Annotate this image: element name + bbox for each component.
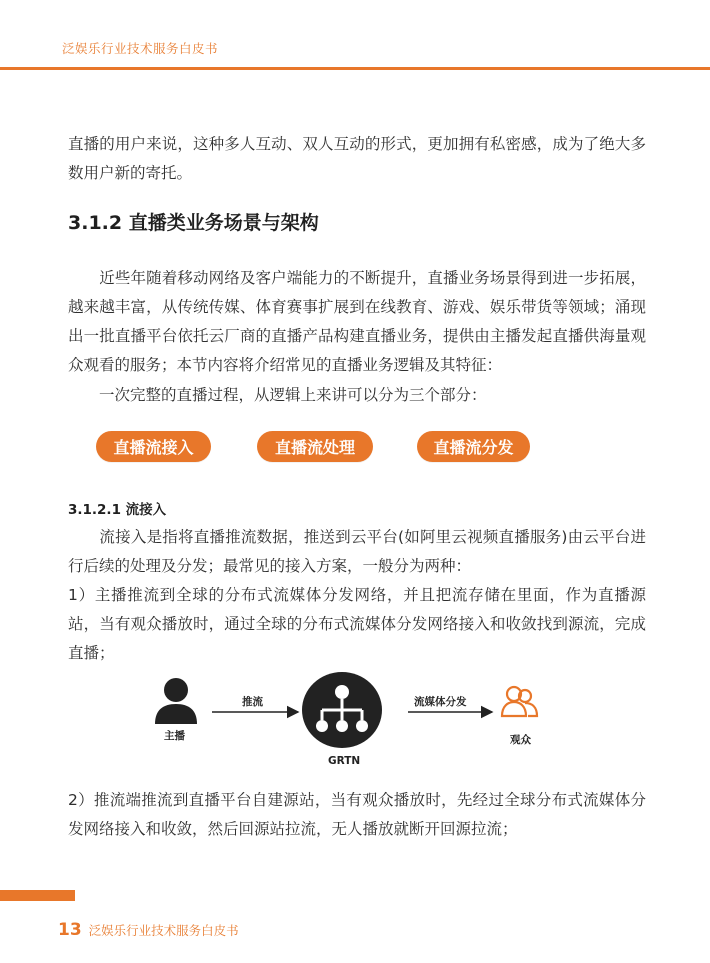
page-number: 13	[58, 920, 82, 940]
page-footer	[58, 920, 239, 940]
host-person-icon	[155, 678, 197, 724]
distribute-label: 流媒体分发	[414, 696, 467, 708]
subsection-heading: 3.1.2.1 流接入	[68, 502, 167, 518]
host-label: 主播	[164, 730, 185, 742]
footer-title: 泛娱乐行业技术服务白皮书	[88, 923, 239, 938]
footer-accent-bar	[0, 890, 75, 901]
part-pill-ingest: 直播流接入	[96, 431, 211, 462]
section-paragraph: 近些年随着移动网络及客户端能力的不断提升，直播业务场景得到进一步拓展，越来越丰富，从传统传媒、体育赛事扩展到在线教育、游戏、娱乐带货等领域；涌现出一批直播平台依托云厂商的直播产品构建直播业务，提供由主播发起直播供海量观众观看的服务；本节内容将介绍常见的直播业务逻辑及其特征：	[68, 269, 646, 374]
subsection-paragraph-2: 1）主播推流到全球的分布式流媒体分发网络，并且把流存储在里面，作为直播源站，当有观众播放时，通过全球的分布式流媒体分发网络接入和收敛找到源流，完成直播；	[68, 586, 646, 662]
section-heading: 3.1.2 直播类业务场景与架构	[68, 212, 319, 234]
subsection-paragraph-3: 2）推流端推流到直播平台自建源站，当有观众播放时，先经过全球分布式流媒体分发网络接入和收敛，然后回源站拉流，无人播放就断开回源拉流；	[68, 791, 646, 838]
part-pill-process: 直播流处理	[257, 431, 373, 462]
network-node-icon	[302, 672, 382, 748]
intro-paragraph: 直播的用户来说，这种多人互动、双人互动的形式，更加拥有私密感，成为了绝大多数用户新的寄托。	[68, 135, 646, 182]
viewer-label: 观众	[510, 734, 531, 746]
subsection-paragraph-1: 流接入是指将直播推流数据，推送到云平台(如阿里云视频直播服务)由云平台进行后续的处理及分发；最常见的接入方案，一般分为两种：	[68, 528, 646, 575]
viewers-icon	[502, 687, 537, 716]
part-pill-distribute: 直播流分发	[417, 431, 530, 462]
ingest-flow-diagram	[150, 672, 550, 772]
network-label: GRTN	[328, 755, 361, 767]
header-divider	[0, 67, 710, 70]
section-lead-in: 一次完整的直播过程，从逻辑上来讲可以分为三个部分：	[68, 386, 487, 404]
running-header-title: 泛娱乐行业技术服务白皮书	[62, 41, 219, 56]
push-label: 推流	[242, 696, 263, 708]
